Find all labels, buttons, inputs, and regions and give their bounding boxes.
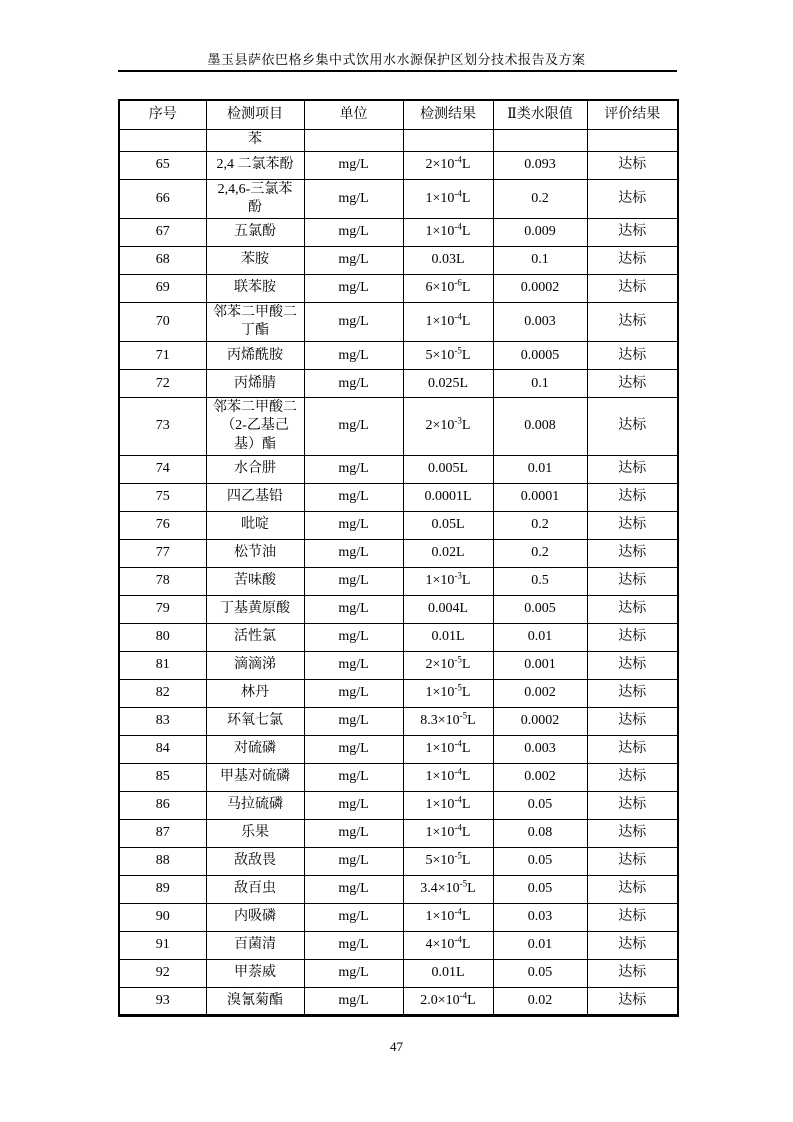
cell-unit: mg/L <box>304 959 403 987</box>
table-row <box>119 735 678 763</box>
cell-no: 68 <box>119 246 206 274</box>
cell-limit: 0.03 <box>493 903 587 931</box>
cell-no: 89 <box>119 875 206 903</box>
cell-no: 80 <box>119 623 206 651</box>
cell-result <box>403 179 493 218</box>
cell-limit: 0.0005 <box>493 342 587 370</box>
cell-item: 马拉硫磷 <box>206 791 304 819</box>
cell-limit: 0.009 <box>493 218 587 246</box>
cell-no: 84 <box>119 735 206 763</box>
cell-limit: 0.2 <box>493 511 587 539</box>
table-row <box>119 931 678 959</box>
cell-no: 79 <box>119 595 206 623</box>
table-row <box>119 707 678 735</box>
cell-no: 88 <box>119 847 206 875</box>
table-row <box>119 679 678 707</box>
cell-item: 邻苯二甲酸二丁酯 <box>206 302 304 341</box>
cell-unit: mg/L <box>304 791 403 819</box>
cell-item: 邻苯二甲酸二（2-乙基己基）酯 <box>206 398 304 456</box>
cell-evaluation: 达标 <box>587 274 678 302</box>
result-mantissa: 0.02L <box>431 545 465 561</box>
table-row <box>119 483 678 511</box>
result-mantissa: 2.0×10 <box>420 992 460 1008</box>
table-row <box>119 763 678 791</box>
cell-evaluation: 达标 <box>587 623 678 651</box>
cell-unit: mg/L <box>304 763 403 791</box>
cell-result <box>403 987 493 1015</box>
table-row <box>119 370 678 398</box>
result-mantissa: 0.03L <box>431 252 465 268</box>
result-mantissa: 5×10 <box>425 347 455 363</box>
result-suffix: L <box>461 741 471 757</box>
table-row <box>119 129 678 151</box>
cell-result <box>403 218 493 246</box>
cell-result <box>403 903 493 931</box>
result-exponent: -4 <box>454 738 462 749</box>
cell-unit: mg/L <box>304 370 403 398</box>
cell-evaluation: 达标 <box>587 903 678 931</box>
result-mantissa: 1×10 <box>425 313 455 329</box>
cell-no <box>119 129 206 151</box>
cell-no: 81 <box>119 651 206 679</box>
cell-evaluation: 达标 <box>587 763 678 791</box>
result-exponent: -4 <box>454 766 462 777</box>
cell-unit <box>304 129 403 151</box>
cell-item: 百菌清 <box>206 931 304 959</box>
cell-result <box>403 567 493 595</box>
cell-limit: 0.008 <box>493 398 587 456</box>
cell-no: 70 <box>119 302 206 341</box>
result-exponent: -5 <box>454 654 462 665</box>
result-mantissa: 0.004L <box>427 601 469 617</box>
cell-item: 丙烯酰胺 <box>206 342 304 370</box>
column-header-item: 检测项目 <box>206 100 304 129</box>
cell-result <box>403 735 493 763</box>
cell-no: 83 <box>119 707 206 735</box>
cell-limit: 0.001 <box>493 651 587 679</box>
cell-unit: mg/L <box>304 819 403 847</box>
table-row <box>119 246 678 274</box>
result-exponent: -6 <box>454 277 462 288</box>
cell-no: 75 <box>119 483 206 511</box>
cell-limit: 0.005 <box>493 595 587 623</box>
cell-unit: mg/L <box>304 151 403 179</box>
table-row <box>119 595 678 623</box>
cell-result <box>403 274 493 302</box>
cell-evaluation <box>587 129 678 151</box>
cell-item: 活性氯 <box>206 623 304 651</box>
cell-limit: 0.05 <box>493 875 587 903</box>
table-row <box>119 567 678 595</box>
result-suffix: L <box>461 313 471 329</box>
result-mantissa: 0.0001L <box>424 489 472 505</box>
cell-result <box>403 651 493 679</box>
result-exponent: -4 <box>454 311 462 322</box>
table-row <box>119 959 678 987</box>
cell-limit: 0.0002 <box>493 274 587 302</box>
cell-limit: 0.2 <box>493 539 587 567</box>
cell-result <box>403 342 493 370</box>
table-row <box>119 651 678 679</box>
water-quality-table <box>118 99 679 1017</box>
cell-limit <box>493 129 587 151</box>
result-exponent: -5 <box>454 682 462 693</box>
result-mantissa: 6×10 <box>425 280 455 296</box>
cell-no: 71 <box>119 342 206 370</box>
result-suffix: L <box>461 685 471 701</box>
cell-result <box>403 959 493 987</box>
table-row <box>119 903 678 931</box>
cell-limit: 0.003 <box>493 302 587 341</box>
result-exponent: -4 <box>454 154 462 165</box>
cell-no: 93 <box>119 987 206 1015</box>
cell-evaluation: 达标 <box>587 595 678 623</box>
cell-evaluation: 达标 <box>587 847 678 875</box>
cell-unit: mg/L <box>304 483 403 511</box>
result-suffix: L <box>467 992 476 1008</box>
cell-result <box>403 398 493 456</box>
cell-evaluation: 达标 <box>587 179 678 218</box>
result-exponent: -3 <box>454 570 462 581</box>
cell-unit: mg/L <box>304 623 403 651</box>
cell-limit: 0.5 <box>493 567 587 595</box>
cell-result <box>403 875 493 903</box>
result-suffix: L <box>467 881 476 897</box>
cell-result <box>403 595 493 623</box>
cell-unit: mg/L <box>304 567 403 595</box>
cell-evaluation: 达标 <box>587 931 678 959</box>
cell-limit: 0.093 <box>493 151 587 179</box>
cell-limit: 0.0001 <box>493 483 587 511</box>
cell-unit: mg/L <box>304 735 403 763</box>
result-suffix: L <box>461 418 471 434</box>
cell-item: 水合肼 <box>206 455 304 483</box>
cell-evaluation: 达标 <box>587 987 678 1015</box>
cell-unit: mg/L <box>304 246 403 274</box>
cell-result <box>403 679 493 707</box>
result-mantissa: 1×10 <box>425 224 455 240</box>
cell-limit: 0.02 <box>493 987 587 1015</box>
cell-unit: mg/L <box>304 679 403 707</box>
cell-unit: mg/L <box>304 651 403 679</box>
cell-item: 四乙基铅 <box>206 483 304 511</box>
cell-evaluation: 达标 <box>587 735 678 763</box>
cell-evaluation: 达标 <box>587 539 678 567</box>
cell-item: 2,4,6-三氯苯酚 <box>206 179 304 218</box>
cell-item: 敌敌畏 <box>206 847 304 875</box>
result-exponent: -4 <box>454 794 462 805</box>
table-row <box>119 539 678 567</box>
cell-limit: 0.01 <box>493 455 587 483</box>
cell-limit: 0.2 <box>493 179 587 218</box>
column-header-limit: Ⅱ类水限值 <box>493 100 587 129</box>
cell-no: 82 <box>119 679 206 707</box>
cell-unit: mg/L <box>304 987 403 1015</box>
table-row <box>119 179 678 218</box>
column-header-evaluation: 评价结果 <box>587 100 678 129</box>
cell-no: 77 <box>119 539 206 567</box>
table-row <box>119 511 678 539</box>
result-mantissa: 8.3×10 <box>420 713 460 729</box>
cell-limit: 0.05 <box>493 959 587 987</box>
cell-item: 五氯酚 <box>206 218 304 246</box>
cell-no: 87 <box>119 819 206 847</box>
cell-no: 85 <box>119 763 206 791</box>
result-suffix: L <box>461 156 471 172</box>
result-suffix: L <box>461 657 471 673</box>
cell-evaluation: 达标 <box>587 651 678 679</box>
cell-result <box>403 246 493 274</box>
result-suffix: L <box>461 224 471 240</box>
table-row <box>119 819 678 847</box>
result-mantissa: 1×10 <box>425 825 455 841</box>
cell-item: 滴滴涕 <box>206 651 304 679</box>
cell-unit: mg/L <box>304 707 403 735</box>
result-mantissa: 1×10 <box>425 573 455 589</box>
result-mantissa: 2×10 <box>425 657 455 673</box>
result-mantissa: 4×10 <box>425 937 455 953</box>
page-number: 47 <box>390 1039 403 1054</box>
cell-item: 敌百虫 <box>206 875 304 903</box>
cell-evaluation: 达标 <box>587 707 678 735</box>
table-row <box>119 398 678 456</box>
cell-result <box>403 370 493 398</box>
column-header-no: 序号 <box>119 100 206 129</box>
cell-item: 苯 <box>206 129 304 151</box>
cell-unit: mg/L <box>304 274 403 302</box>
table-row <box>119 274 678 302</box>
cell-evaluation: 达标 <box>587 398 678 456</box>
cell-result <box>403 819 493 847</box>
cell-result <box>403 847 493 875</box>
cell-no: 76 <box>119 511 206 539</box>
cell-evaluation: 达标 <box>587 151 678 179</box>
cell-result <box>403 539 493 567</box>
cell-no: 73 <box>119 398 206 456</box>
cell-item: 溴氰菊酯 <box>206 987 304 1015</box>
cell-limit: 0.05 <box>493 847 587 875</box>
document-header-title: 墨玉县萨依巴格乡集中式饮用水水源保护区划分技术报告及方案 <box>207 52 586 67</box>
result-mantissa: 1×10 <box>425 797 455 813</box>
result-mantissa: 5×10 <box>425 853 455 869</box>
result-mantissa: 3.4×10 <box>420 881 460 897</box>
cell-result <box>403 791 493 819</box>
cell-unit: mg/L <box>304 398 403 456</box>
cell-result <box>403 511 493 539</box>
result-mantissa: 0.01L <box>431 629 465 645</box>
cell-item: 林丹 <box>206 679 304 707</box>
cell-no: 74 <box>119 455 206 483</box>
result-suffix: L <box>461 573 471 589</box>
cell-evaluation: 达标 <box>587 959 678 987</box>
cell-no: 90 <box>119 903 206 931</box>
cell-unit: mg/L <box>304 847 403 875</box>
result-mantissa: 0.05L <box>431 517 465 533</box>
table-row <box>119 302 678 341</box>
cell-unit: mg/L <box>304 511 403 539</box>
table-row <box>119 875 678 903</box>
table-header-row <box>119 100 678 129</box>
cell-evaluation: 达标 <box>587 455 678 483</box>
column-header-result: 检测结果 <box>403 100 493 129</box>
cell-limit: 0.002 <box>493 679 587 707</box>
result-suffix: L <box>461 909 471 925</box>
result-mantissa: 1×10 <box>425 741 455 757</box>
result-suffix: L <box>467 713 476 729</box>
cell-unit: mg/L <box>304 342 403 370</box>
cell-item: 吡啶 <box>206 511 304 539</box>
table-row <box>119 623 678 651</box>
cell-limit: 0.003 <box>493 735 587 763</box>
cell-unit: mg/L <box>304 875 403 903</box>
cell-evaluation: 达标 <box>587 246 678 274</box>
cell-unit: mg/L <box>304 539 403 567</box>
cell-evaluation: 达标 <box>587 302 678 341</box>
cell-result <box>403 931 493 959</box>
result-mantissa: 1×10 <box>425 909 455 925</box>
cell-unit: mg/L <box>304 455 403 483</box>
cell-evaluation: 达标 <box>587 819 678 847</box>
cell-item: 丁基黄原酸 <box>206 595 304 623</box>
cell-evaluation: 达标 <box>587 342 678 370</box>
cell-result <box>403 455 493 483</box>
header-divider <box>118 70 677 72</box>
cell-result <box>403 763 493 791</box>
result-mantissa: 1×10 <box>425 685 455 701</box>
result-exponent: -3 <box>454 415 462 426</box>
result-exponent: -4 <box>454 934 462 945</box>
cell-no: 65 <box>119 151 206 179</box>
result-suffix: L <box>461 769 471 785</box>
cell-item: 苦味酸 <box>206 567 304 595</box>
cell-item: 环氧七氯 <box>206 707 304 735</box>
cell-item: 甲基对硫磷 <box>206 763 304 791</box>
cell-limit: 0.002 <box>493 763 587 791</box>
cell-item: 乐果 <box>206 819 304 847</box>
result-exponent: -5 <box>459 878 468 889</box>
result-mantissa: 1×10 <box>425 190 455 206</box>
cell-evaluation: 达标 <box>587 370 678 398</box>
cell-no: 66 <box>119 179 206 218</box>
table-row <box>119 455 678 483</box>
table-row <box>119 218 678 246</box>
cell-item: 2,4 二氯苯酚 <box>206 151 304 179</box>
table-row <box>119 847 678 875</box>
cell-evaluation: 达标 <box>587 875 678 903</box>
cell-item: 联苯胺 <box>206 274 304 302</box>
cell-item: 松节油 <box>206 539 304 567</box>
cell-limit: 0.01 <box>493 931 587 959</box>
cell-no: 69 <box>119 274 206 302</box>
cell-item: 对硫磷 <box>206 735 304 763</box>
result-suffix: L <box>461 825 471 841</box>
cell-evaluation: 达标 <box>587 511 678 539</box>
cell-no: 78 <box>119 567 206 595</box>
cell-unit: mg/L <box>304 903 403 931</box>
table-body <box>119 129 678 1015</box>
table-row <box>119 151 678 179</box>
result-exponent: -4 <box>454 822 462 833</box>
result-suffix: L <box>461 797 471 813</box>
result-exponent: -4 <box>454 221 462 232</box>
result-exponent: -5 <box>454 850 462 861</box>
cell-limit: 0.01 <box>493 623 587 651</box>
cell-item: 丙烯腈 <box>206 370 304 398</box>
result-exponent: -4 <box>454 906 462 917</box>
cell-result <box>403 302 493 341</box>
result-suffix: L <box>461 347 471 363</box>
result-exponent: -4 <box>459 990 468 1001</box>
cell-evaluation: 达标 <box>587 218 678 246</box>
cell-no: 72 <box>119 370 206 398</box>
table-row <box>119 791 678 819</box>
column-header-unit: 单位 <box>304 100 403 129</box>
cell-evaluation: 达标 <box>587 567 678 595</box>
result-mantissa: 0.025L <box>427 375 469 391</box>
cell-unit: mg/L <box>304 931 403 959</box>
table-row <box>119 342 678 370</box>
result-exponent: -5 <box>454 345 462 355</box>
cell-evaluation: 达标 <box>587 679 678 707</box>
cell-evaluation: 达标 <box>587 483 678 511</box>
result-mantissa: 0.01L <box>431 965 465 981</box>
result-suffix: L <box>461 280 471 296</box>
result-mantissa: 2×10 <box>425 418 455 434</box>
cell-unit: mg/L <box>304 595 403 623</box>
cell-limit: 0.08 <box>493 819 587 847</box>
cell-unit: mg/L <box>304 218 403 246</box>
cell-unit: mg/L <box>304 302 403 341</box>
cell-no: 92 <box>119 959 206 987</box>
cell-no: 86 <box>119 791 206 819</box>
cell-item: 内吸磷 <box>206 903 304 931</box>
result-mantissa: 2×10 <box>425 156 455 172</box>
result-suffix: L <box>461 853 471 869</box>
cell-result <box>403 129 493 151</box>
cell-limit: 0.0002 <box>493 707 587 735</box>
cell-limit: 0.05 <box>493 791 587 819</box>
cell-limit: 0.1 <box>493 370 587 398</box>
cell-result <box>403 623 493 651</box>
cell-evaluation: 达标 <box>587 791 678 819</box>
cell-item: 苯胺 <box>206 246 304 274</box>
cell-no: 67 <box>119 218 206 246</box>
cell-result <box>403 707 493 735</box>
result-mantissa: 0.005L <box>427 461 469 477</box>
result-suffix: L <box>461 190 471 206</box>
result-exponent: -4 <box>454 187 462 198</box>
result-mantissa: 1×10 <box>425 769 455 785</box>
cell-no: 91 <box>119 931 206 959</box>
cell-result <box>403 151 493 179</box>
cell-unit: mg/L <box>304 179 403 218</box>
cell-limit: 0.1 <box>493 246 587 274</box>
result-exponent: -5 <box>459 710 468 721</box>
result-suffix: L <box>461 937 471 953</box>
cell-result <box>403 483 493 511</box>
table-row <box>119 987 678 1015</box>
cell-item: 甲萘威 <box>206 959 304 987</box>
